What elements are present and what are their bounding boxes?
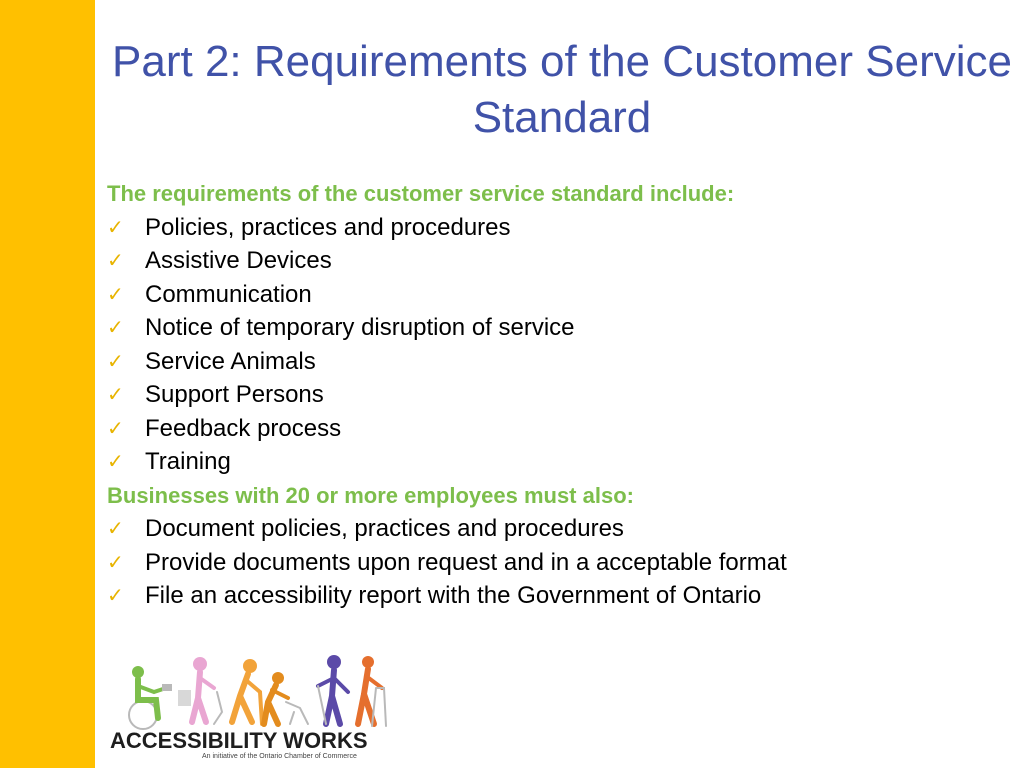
checkmark-icon: ✓	[107, 315, 124, 339]
list-item	[107, 278, 1007, 312]
list-item-text: Service Animals	[145, 347, 316, 375]
section-heading-large-businesses: Businesses with 20 or more employees must also:	[107, 482, 634, 508]
checkmark-icon: ✓	[107, 549, 124, 574]
list-item	[107, 512, 1007, 546]
list-item	[107, 211, 1007, 245]
list-item	[107, 345, 1007, 379]
slide-content	[107, 177, 1007, 613]
list-item	[107, 378, 1007, 412]
list-item-text: Communication	[145, 280, 312, 308]
list-item-text: File an accessibility report with the Government of Ontario	[145, 582, 762, 609]
logo-tagline: An initiative of the Ontario Chamber of Commerce	[202, 753, 357, 760]
list-item-text: Training	[145, 448, 231, 475]
list-item	[107, 412, 1007, 446]
accessibility-works-logo	[110, 652, 390, 764]
list-item	[107, 579, 1007, 613]
checkmark-icon: ✓	[107, 214, 124, 239]
requirements-list	[107, 211, 1007, 479]
checkmark-icon: ✓	[107, 516, 124, 540]
list-item-text: Provide documents upon request and in a acceptable format	[145, 548, 787, 576]
list-item-text: Document policies, practices and procedures	[145, 515, 624, 542]
side-accent-bar	[0, 0, 95, 768]
logo-name: ACCESSIBILITY WORKS	[110, 728, 368, 753]
checkmark-icon: ✓	[107, 382, 124, 406]
checkmark-icon: ✓	[107, 449, 124, 473]
checkmark-icon: ✓	[107, 248, 124, 272]
list-item	[107, 311, 1007, 345]
list-item	[107, 546, 1007, 580]
section-heading-requirements: The requirements of the customer service standard include:	[107, 181, 735, 206]
checkmark-icon: ✓	[107, 348, 124, 373]
list-item-text: Feedback process	[145, 414, 342, 442]
list-item	[107, 244, 1007, 278]
list-item-text: Notice of temporary disruption of service	[145, 314, 575, 341]
list-item-text: Support Persons	[145, 381, 324, 408]
checkmark-icon: ✓	[107, 281, 124, 306]
slide-title: Part 2: Requirements of the Customer Service Standard	[112, 37, 1012, 142]
list-item-text: Assistive Devices	[145, 247, 332, 274]
people-figures-icon	[118, 652, 388, 730]
list-item	[107, 445, 1007, 479]
list-item-text: Policies, practices and procedures	[145, 213, 511, 241]
checkmark-icon: ✓	[107, 415, 124, 440]
large-business-list	[107, 512, 1007, 613]
checkmark-icon: ✓	[107, 583, 124, 607]
